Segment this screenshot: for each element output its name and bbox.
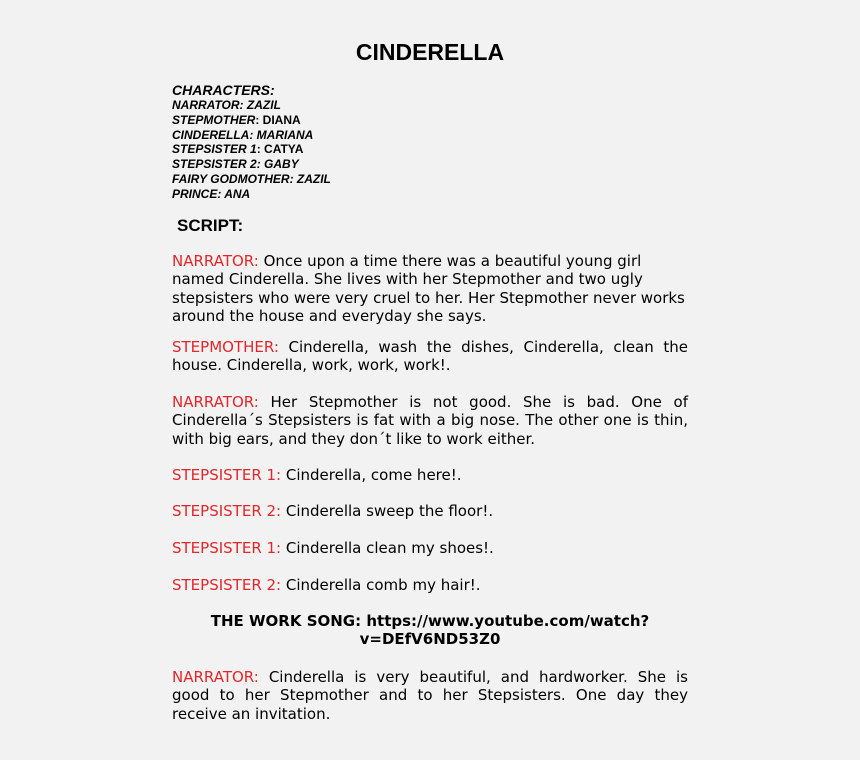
dialogue-line <box>172 576 688 594</box>
dialogue-line <box>172 338 688 375</box>
cast-role: CINDERELLA: MARIANA <box>172 127 314 142</box>
script-heading: SCRIPT: <box>177 216 244 235</box>
cast-role: STEPSISTER 1 <box>172 142 257 157</box>
dialogue-text: Cinderella, come here!. <box>281 466 462 484</box>
dialogue-line <box>172 539 688 557</box>
speaker-label: NARRATOR: <box>172 393 259 411</box>
cast-role: STEPSISTER 2: GABY <box>172 157 299 172</box>
dialogue-line <box>172 393 688 448</box>
cast-row <box>172 113 692 128</box>
dialogue-line <box>172 466 688 484</box>
speaker-label: STEPSISTER 2: <box>172 502 282 520</box>
cast-row <box>172 142 692 157</box>
cast-role: STEPMOTHER <box>172 112 256 127</box>
cast-role: PRINCE: ANA <box>172 186 251 201</box>
dialogue-text: Cinderella, wash the dishes, Cinderella, clean the house. Cinderella, work, work, work!. <box>172 338 688 375</box>
cast-row <box>172 128 692 143</box>
song-line: v=DEfV6ND53Z0 <box>359 630 501 649</box>
speaker-label: NARRATOR: <box>172 668 259 686</box>
speaker-label: STEPSISTER 1: <box>172 539 282 557</box>
cast-role: FAIRY GODMOTHER: ZAZIL <box>172 171 331 186</box>
characters-heading: CHARACTERS: <box>172 82 275 98</box>
song-reference <box>172 612 688 649</box>
dialogue-text: Cinderella clean my shoes!. <box>281 539 494 557</box>
cast-role: NARRATOR: <box>172 98 244 112</box>
page-title: CINDERELLA <box>355 39 505 65</box>
cast-row <box>172 172 692 187</box>
song-line: THE WORK SONG: https://www.youtube.com/watch? <box>210 612 650 630</box>
dialogue-text: Her Stepmother is not good. She is bad. One of Cinderella´s Stepsisters is fat with a big nose. The other one is thin, with big ears, and they don´t like to work either. <box>172 393 688 448</box>
cast-row <box>172 98 692 113</box>
dialogue-text: Cinderella is very beautiful, and hardworker. She is good to her Stepmother and to her Stepsisters. One day they receive an invitation. <box>172 668 688 723</box>
dialogue-line <box>172 502 688 520</box>
speaker-label: NARRATOR: <box>172 252 259 270</box>
cast-row <box>172 157 692 172</box>
dialogue-text: Cinderella sweep the floor!. <box>281 502 494 520</box>
cast-row <box>172 187 692 202</box>
cast-actor: ZAZIL <box>246 98 281 112</box>
dialogue-text: Cinderella comb my hair!. <box>281 576 481 594</box>
dialogue-line <box>172 668 688 723</box>
characters-list <box>172 82 692 202</box>
dialogue-line <box>172 252 688 325</box>
cast-actor: : DIANA <box>255 112 301 127</box>
speaker-label: STEPMOTHER: <box>172 338 279 356</box>
speaker-label: STEPSISTER 1: <box>172 466 282 484</box>
dialogue-text: Once upon a time there was a beautiful young girl named Cinderella. She lives with her Stepmother and two ugly stepsisters who were very cruel to her. Her Stepmother never works around the house and everyday she says. <box>172 252 685 325</box>
cast-actor: : CATYA <box>256 142 304 157</box>
speaker-label: STEPSISTER 2: <box>172 576 282 594</box>
